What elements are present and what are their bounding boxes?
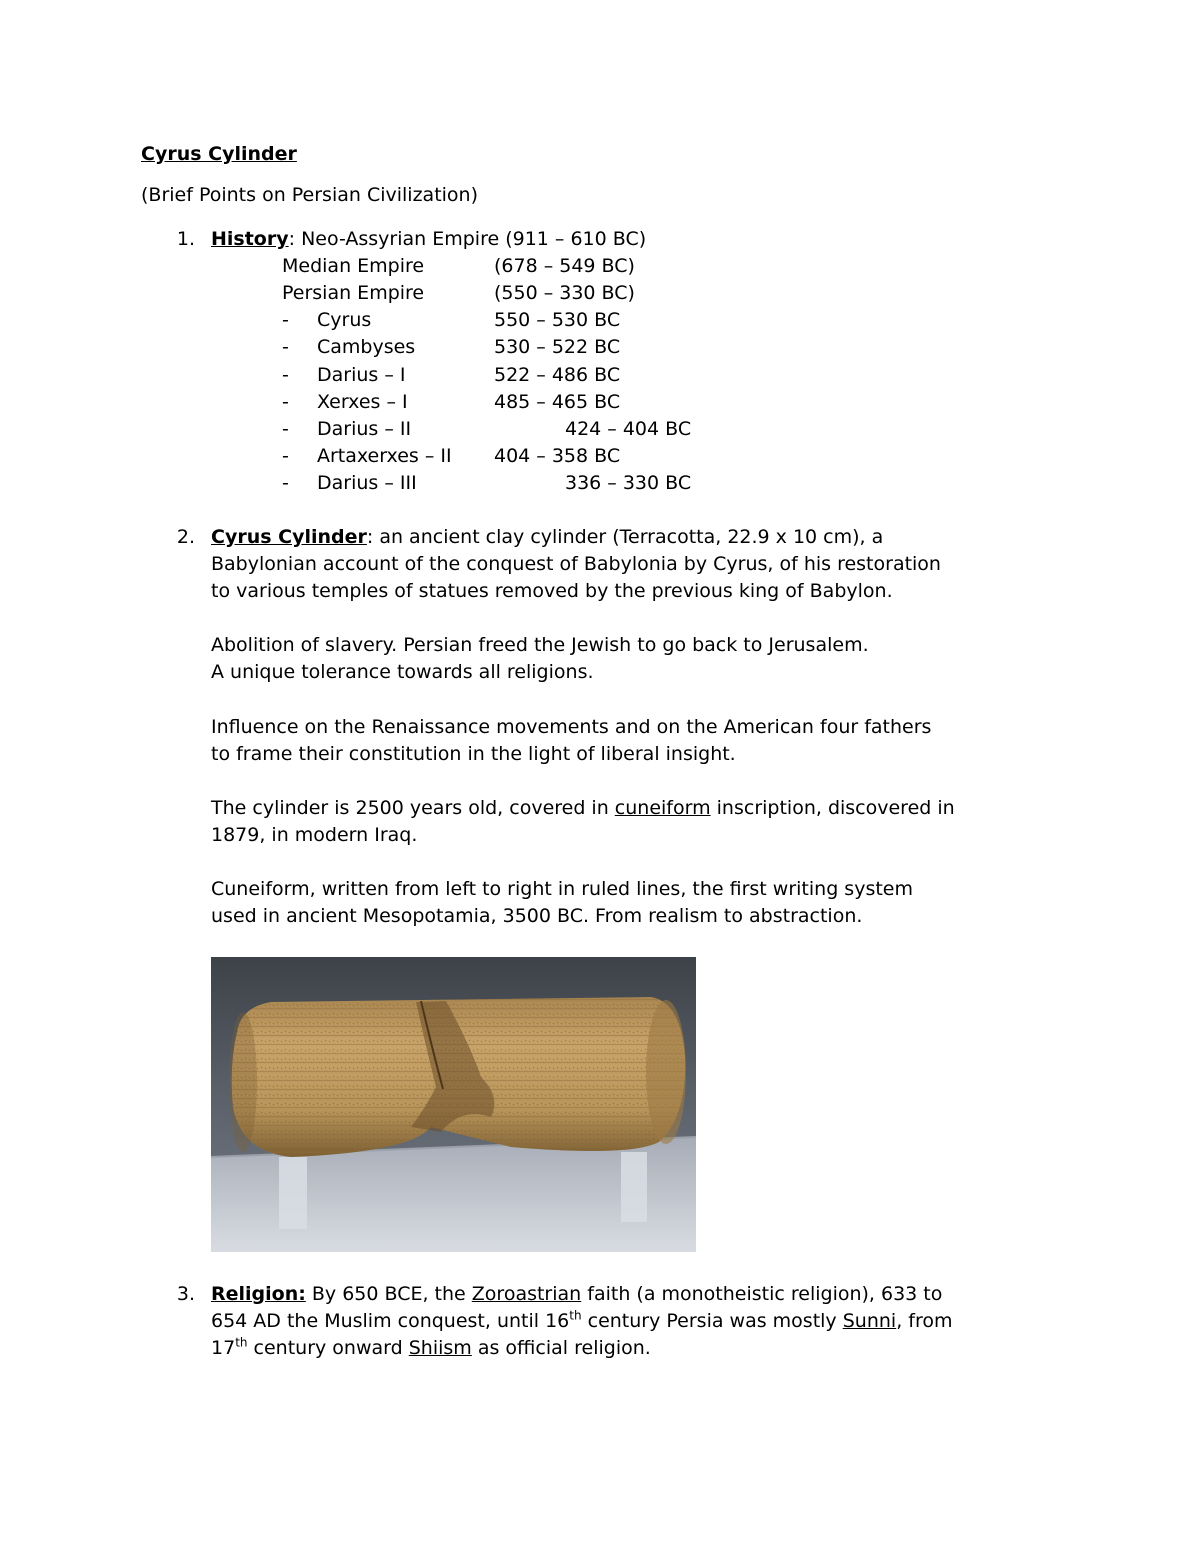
list-dash: - [282,391,289,413]
cylinder-line-3: to various temples of statues removed by the previous king of Babylon. [211,580,893,602]
cylinder-heading: Cyrus Cylinder [211,526,367,548]
ruler-dates: 336 – 330 BC [565,472,692,494]
age-line-2: 1879, in modern Iraq. [211,824,418,846]
religion-line-3-text-end: as official religion. [471,1337,651,1359]
religion-line-1-text: By 650 BCE, the [305,1283,472,1305]
age-line-1 [211,795,955,822]
list-dash: - [282,472,289,494]
ruler-dates: 404 – 358 BC [494,445,621,467]
ruler-dates: 424 – 404 BC [565,418,692,440]
cylinder-line-2: Babylonian account of the conquest of Babylonia by Cyrus, of his restoration [211,553,941,575]
history-heading: History [211,228,289,250]
ruler-name: Artaxerxes – II [317,445,452,467]
list-number: 2. [176,526,195,548]
list-number: 3. [176,1283,195,1305]
cylinder-image [211,957,696,1252]
religion-line-2-text-mid: century Persia was mostly [581,1310,843,1332]
ruler-dates: 485 – 465 BC [494,391,621,413]
ruler-name: Xerxes – I [317,391,408,413]
ruler-dates: 550 – 530 BC [494,309,621,331]
ruler-name: Darius – II [317,418,412,440]
list-dash: - [282,309,289,331]
cylinder-line-1-text: : an ancient clay cylinder (Terracotta, 22.9 x 10 cm), a [366,526,884,548]
ordinal-suffix: th [569,1308,582,1323]
religion-line-2 [211,1308,952,1335]
shiism-link[interactable]: Shiism [408,1337,472,1359]
sunni-link[interactable]: Sunni [842,1310,897,1332]
religion-heading: Religion: [211,1283,306,1305]
ruler-dates: 530 – 522 BC [494,336,621,358]
age-line-1-text-end: inscription, discovered in [710,797,955,819]
history-heading-suffix: : Neo-Assyrian Empire (911 – 610 BC) [288,228,647,250]
religion-line-1 [211,1281,942,1308]
cylinder-line-1 [211,524,883,551]
ruler-name: Cyrus [317,309,372,331]
religion-line-1-text-end: faith (a monotheistic religion), 633 to [581,1283,943,1305]
empire-name: Median Empire [282,255,425,277]
religion-line-3 [211,1335,651,1362]
zoroastrian-link[interactable]: Zoroastrian [471,1283,582,1305]
page-subtitle: (Brief Points on Persian Civilization) [141,184,479,206]
ruler-name: Darius – III [317,472,417,494]
ruler-name: Darius – I [317,364,406,386]
cyrus-cylinder-photo [211,957,696,1252]
ordinal-suffix: th [235,1335,248,1350]
age-line-1-text: The cylinder is 2500 years old, covered in [211,797,615,819]
cuneiform-line-1: Cuneiform, written from left to right in ruled lines, the first writing system [211,878,913,900]
empire-name: Persian Empire [282,282,425,304]
religion-line-2-text-end: , from [896,1310,953,1332]
empire-dates: (550 – 330 BC) [494,282,635,304]
influence-line-2: to frame their constitution in the light of liberal insight. [211,743,736,765]
page-title: Cyrus Cylinder [141,143,297,165]
list-dash: - [282,445,289,467]
slavery-line-2: A unique tolerance towards all religions. [211,661,594,683]
list-dash: - [282,336,289,358]
religion-line-3-text: 17 [211,1337,236,1359]
history-line [211,226,646,253]
empire-dates: (678 – 549 BC) [494,255,635,277]
ruler-dates: 522 – 486 BC [494,364,621,386]
slavery-line-1: Abolition of slavery. Persian freed the Jewish to go back to Jerusalem. [211,634,869,656]
list-dash: - [282,418,289,440]
list-dash: - [282,364,289,386]
religion-line-2-text: 654 AD the Muslim conquest, until 16 [211,1310,570,1332]
influence-line-1: Influence on the Renaissance movements and on the American four fathers [211,716,932,738]
ruler-name: Cambyses [317,336,416,358]
cuneiform-link[interactable]: cuneiform [614,797,711,819]
list-number: 1. [176,228,195,250]
cuneiform-line-2: used in ancient Mesopotamia, 3500 BC. From realism to abstraction. [211,905,863,927]
religion-line-3-text-mid: century onward [247,1337,409,1359]
